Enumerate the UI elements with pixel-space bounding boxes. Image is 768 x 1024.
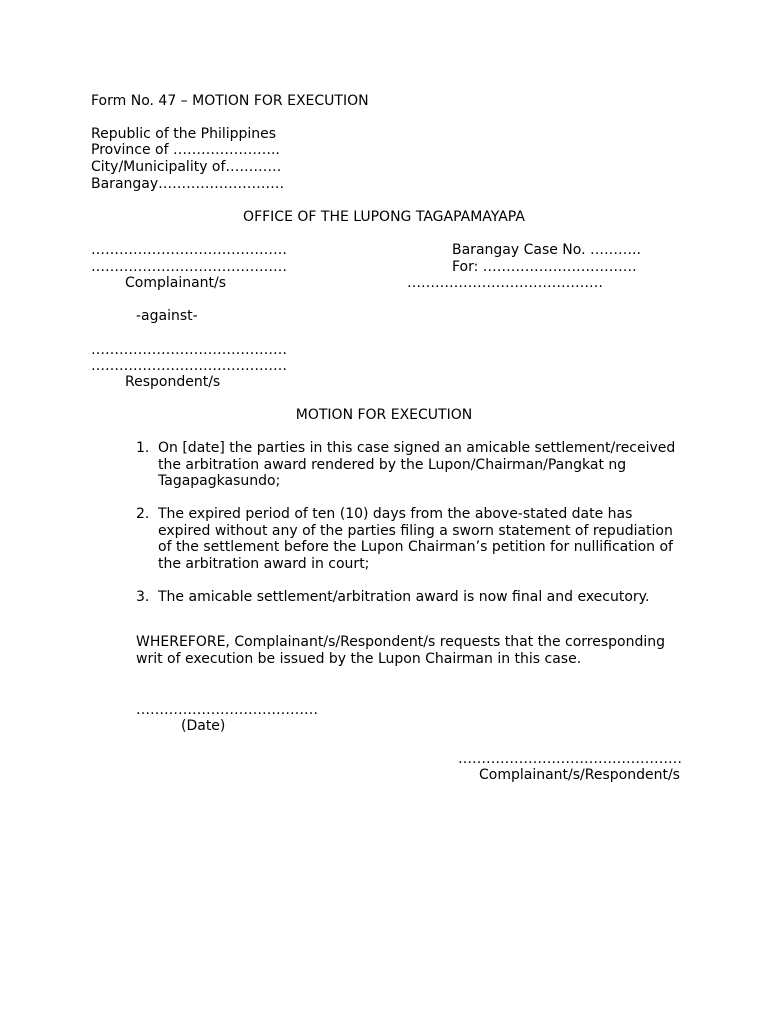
- province-line: Province of …………………..: [91, 142, 280, 158]
- signature-blank: …………………………………………: [458, 751, 682, 767]
- item-number: 1.: [136, 440, 150, 456]
- respondent-label: Respondent/s: [125, 374, 221, 390]
- case-for-blank: ……………………………………: [407, 275, 603, 291]
- respondent-blank-1: ……………………………………: [91, 342, 287, 358]
- item-text: The expired period of ten (10) days from the above-stated date has expired without any of the parties filing a sworn statement of repudiation of the settlement before the Lupon Chairman’s petition for nullification of the arbitration award in court;: [158, 506, 673, 572]
- item-text: On [date] the parties in this case signed an amicable settlement/received the arbitration award rendered by the Lupon/Chairman/Pangkat ng Tagapagkasundo;: [158, 440, 676, 490]
- republic-line: Republic of the Philippines: [91, 126, 277, 142]
- item-number: 3.: [136, 589, 150, 605]
- date-blank: …………………………………: [136, 702, 318, 718]
- date-label: (Date): [181, 718, 226, 734]
- respondent-blank-2: ……………………………………: [91, 358, 287, 374]
- city-line: City/Municipality of…………: [91, 159, 282, 175]
- case-for: For: ……………………………: [452, 259, 637, 275]
- barangay-line: Barangay………………………: [91, 176, 285, 192]
- complainant-blank-2: ……………………………………: [91, 259, 287, 275]
- complainant-label: Complainant/s: [125, 275, 227, 291]
- item-number: 2.: [136, 506, 150, 522]
- case-number: Barangay Case No. ………..: [452, 242, 641, 258]
- wherefore-paragraph: WHEREFORE, Complainant/s/Respondent/s requests that the corresponding writ of execution be issued by the Lupon Chairman in this case.: [136, 634, 666, 667]
- motion-title: MOTION FOR EXECUTION: [295, 407, 473, 423]
- signature-label: Complainant/s/Respondent/s: [479, 767, 680, 783]
- office-heading: OFFICE OF THE LUPONG TAGAPAMAYAPA: [243, 209, 525, 225]
- complainant-blank-1: ……………………………………: [91, 242, 287, 258]
- against-label: -against-: [136, 308, 198, 324]
- item-text: The amicable settlement/arbitration award is now final and executory.: [158, 589, 650, 605]
- form-title: Form No. 47 – MOTION FOR EXECUTION: [91, 93, 369, 109]
